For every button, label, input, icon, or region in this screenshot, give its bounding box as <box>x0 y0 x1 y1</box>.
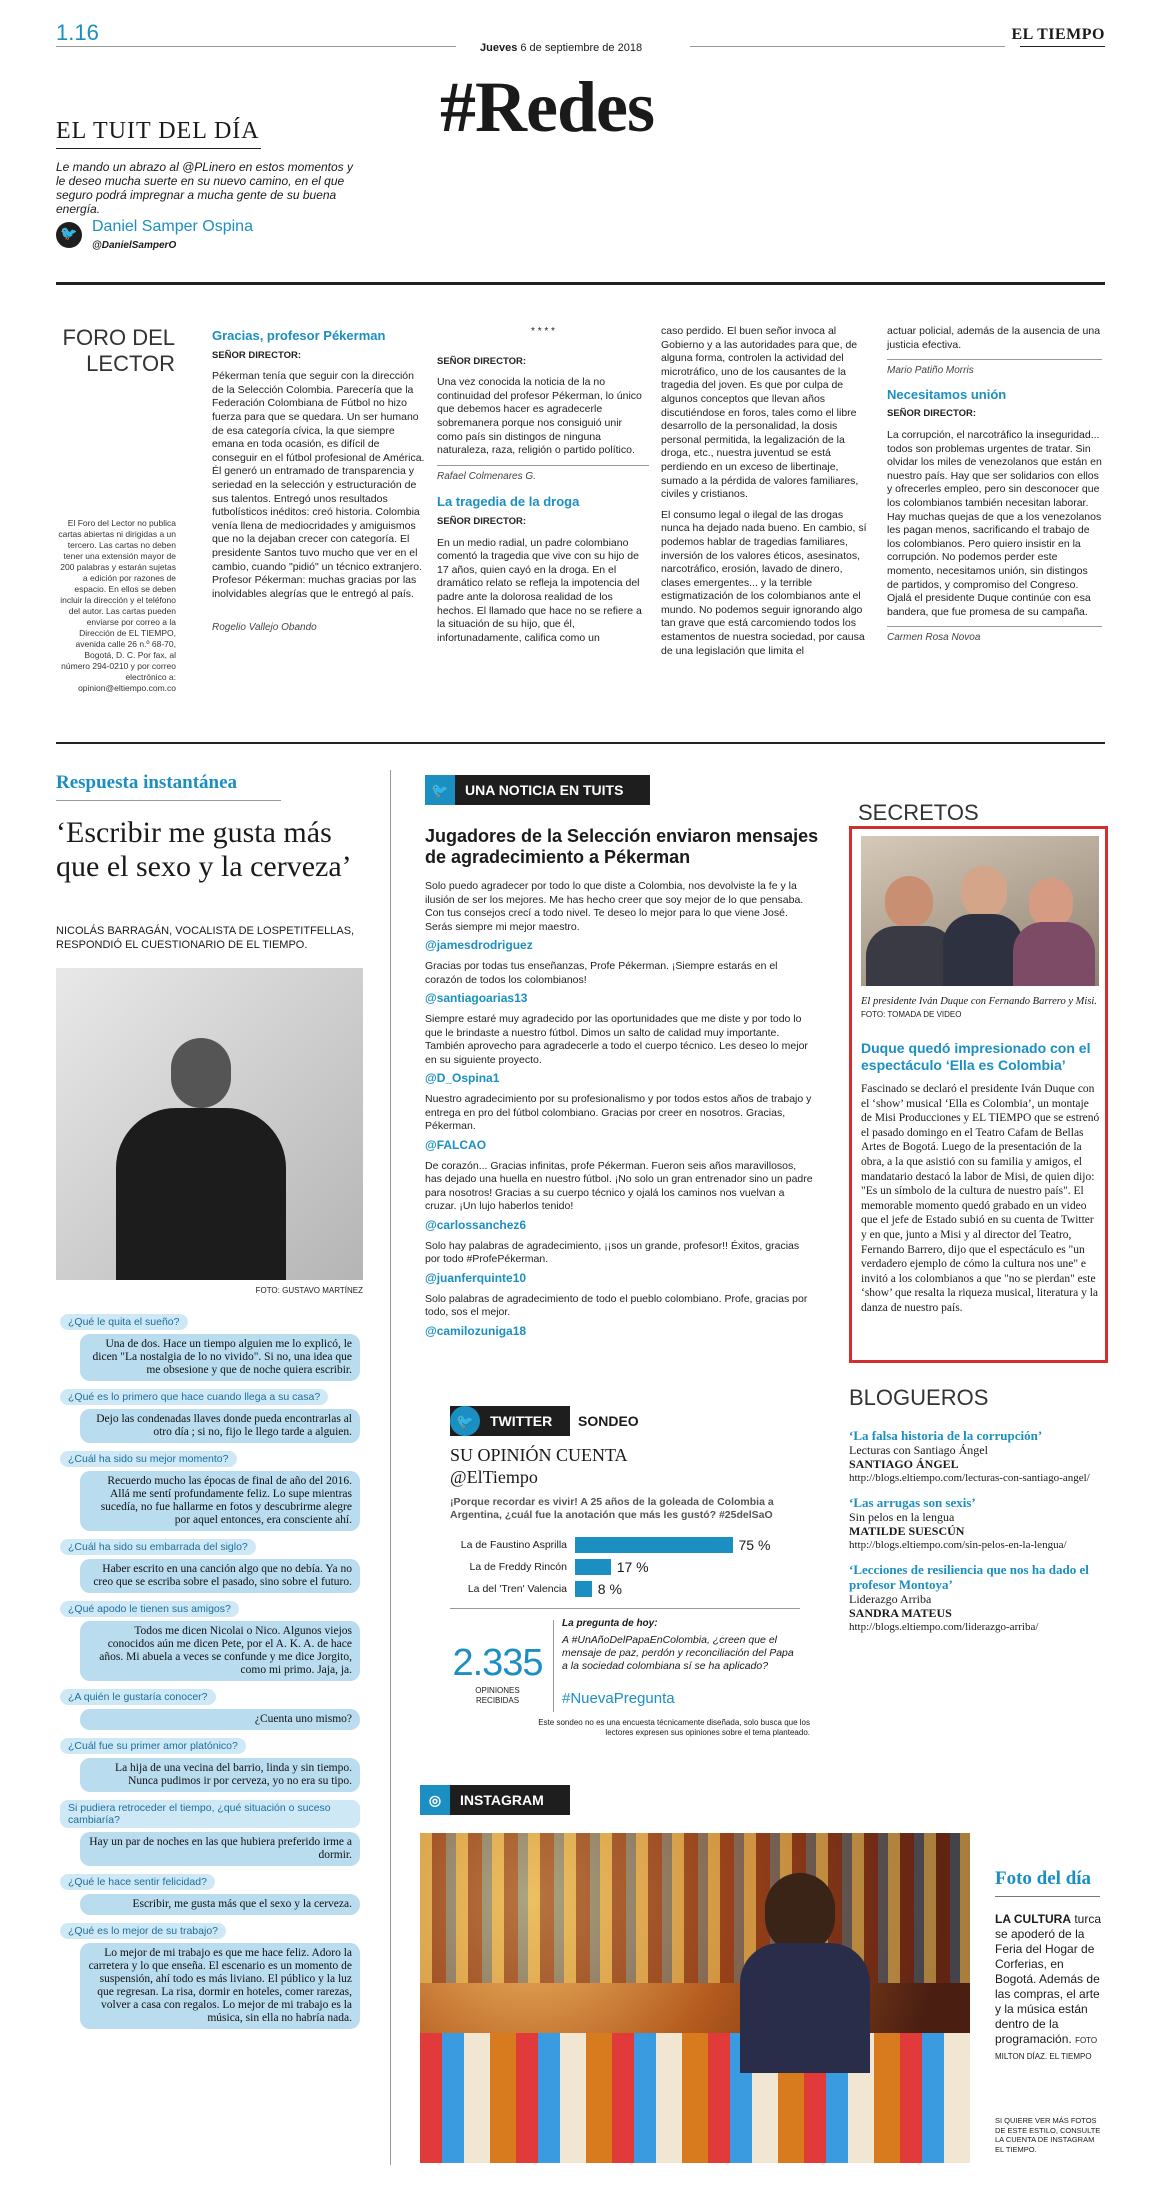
tweet-text: Siempre estaré muy agradecido por las oportunidades que me diste y por todo lo que le brindaste a nuestro fútbol. Dimos un salto de calidad muy importante. También aprovecho para agradecerle a todo el cuerpo técnico. Les deseo lo mejor en su siguiente proyecto. <box>425 1013 808 1066</box>
twitter-icon: 🐦 <box>450 1406 480 1436</box>
tweet-handle[interactable]: @camilozuniga18 <box>425 1323 527 1338</box>
foro-headline-1: Gracias, profesor Pékerman <box>212 328 386 343</box>
sondeo-question: ¡Porque recordar es vivir! A 25 años de la goleada de Colombia a Argentina, ¿cuál fue la anotación que más les gustó? #25delSaO <box>450 1496 774 1521</box>
foro-title: FORO DEL LECTOR <box>62 325 175 376</box>
twitter-icon: 🐦 <box>56 222 82 248</box>
chart-bar <box>575 1581 592 1597</box>
qa-question: ¿Qué le hace sentir felicidad? <box>60 1874 215 1890</box>
chart-category-label: La de Freddy Rincón <box>469 1561 567 1573</box>
portrait-photo <box>56 968 363 1280</box>
qa-question: ¿Cuál ha sido su mejor momento? <box>60 1451 237 1467</box>
tweet-handle[interactable]: @santiagoarias13 <box>425 991 528 1005</box>
section-title: #Redes <box>440 67 654 147</box>
respuesta-title: ‘Escribir me gusta más que el sexo y la cerveza’ <box>56 816 352 883</box>
sondeo-tag: 🐦 TWITTER <box>450 1406 570 1436</box>
respuesta-deck: NICOLÁS BARRAGÁN, VOCALISTA DE LOSPETITFELLAS, RESPONDIÓ EL CUESTIONARIO DE EL TIEMPO. <box>56 925 355 951</box>
blog-url[interactable]: http://blogs.eltiempo.com/sin-pelos-en-la-lengua/ <box>849 1539 1067 1551</box>
chart-category-label: La de Faustino Asprilla <box>460 1539 567 1551</box>
blogueros-label: BLOGUEROS <box>849 1385 989 1410</box>
secretos-label: SECRETOS <box>858 800 979 825</box>
tweet-handle[interactable]: @jamesdrodriguez <box>425 938 533 952</box>
noticia-tag: 🐦 UNA NOTICIA EN TUITS <box>425 775 650 805</box>
qa-question: ¿Qué le quita el sueño? <box>60 1314 188 1330</box>
tuit-author[interactable]: Daniel Samper Ospina <box>92 218 253 235</box>
instagram-icon: ◎ <box>420 1785 450 1815</box>
qa-question: ¿A quién le gustaría conocer? <box>60 1689 216 1705</box>
foro-col1: Gracias, profesor Pékerman SEÑOR DIRECTOR: Pékerman tenía que seguir con la dirección de la Selección Colombia. Parecería que la Federación Colombiana de Fútbol no hizo fuerza para que se quedara. Un ser humano de esa categoría cívica, la que siempre emana en toda ocasión, es difícil de conseguir en el fútbol profesional de América. Él generó un entramado de transparencia y seriedad en la selección y estructuración de sus talentos. Entregó unos resultados futbolísticos inéditos: creó historia. Colombia venía llena de mediocridades y amiguismos que no la dejaban crecer con categoría. El presidente Santos tuvo mucho que ver en el cambio, cuando "pidió" un técnico extranjero. Profesor Pékerman: muchas gracias por las inolvidables alegrías que le entregó al país. Rogelio Vallejo Obando <box>212 328 425 634</box>
tweet-text: Solo hay palabras de agradecimiento, ¡¡sos un grande, profesor!! Éxitos, gracias por todo #ProfePékerman. <box>425 1239 800 1265</box>
qa-question: ¿Qué es lo primero que hace cuando llega a su casa? <box>60 1389 328 1405</box>
secretos-body: Fascinado se declaró el presidente Iván Duque con el ‘show’ musical ‘Ella es Colombia’, un montaje de Misi Producciones y EL TIEMPO que se estrenó el pasado domingo en el Teatro Cafam de Bellas Artes de Bogotá. Luego de la presentación de la obra, a la que asistió con su familia y amigos, el mandatario destacó la labor de Misi, de quien dijo: "Es un símbolo de la cultura de nuestro país". El memorable momento quedó grabado en un video que el jefe de Estado subió en su cuenta de Twitter y en que, junto a Misi y al director del Teatro, Fernando Barrero, dijo que el espectáculo es "un verdadero ejemplo de cómo la cultura nos une" e invitó a los colombianos a que "no se pierdan" este ‘show’ que resalta la riqueza musical, literatura y la danza de nuestro país. <box>861 1083 1100 1314</box>
blog-blog: Sin pelos en la lengua <box>849 1510 955 1524</box>
chart-value-label: 8 % <box>597 1581 622 1597</box>
secretos-caption: El presidente Iván Duque con Fernando Barrero y Misi. FOTO: TOMADA DE VIDEO <box>861 996 1097 1019</box>
chart-row <box>450 1556 800 1578</box>
qa-answer: ¿Cuenta uno mismo? <box>80 1709 360 1730</box>
foro-headline-2: La tragedia de la droga <box>437 494 580 510</box>
foro-col4: actuar policial, además de la ausencia de una justicia efectiva. Mario Patiño Morris Necesitamos unión SEÑOR DIRECTOR: La corrupción, el narcotráfico la inseguridad... todos son problemas urgentes de tratar. Sin olvidar los miles de venezolanos que están en nuestro país. Hay que ser solidarios con ellos y ofrecerles empleo, pero sin desconocer que los colombianos también necesitan laborar. Hay muchas quejas de que a los venezolanos les pagan menos, sacrificando el trabajo de los colombianos. Pero quiero insistir en la corrupción. No podemos perder este momento, necesitamos unión, sin distingos de partidos, y compromiso del Congreso. Ojalá el presidente Duque continúe con esa bandera, que fue promesa de su campaña. Carmen Rosa Novoa <box>887 325 1102 644</box>
qa-answer: Dejo las condenadas llaves donde pueda encontrarlas al otro día ; si no, fijo le llego tarde a alguien. <box>80 1409 360 1443</box>
tweet-handle[interactable]: @D_Ospina1 <box>425 1071 500 1085</box>
tuit-label: EL TUIT DEL DÍA <box>56 118 260 144</box>
qa-answer: La hija de una vecina del barrio, linda y sin tiempo. Nunca pudimos ir por cerveza, yo no era su tipo. <box>80 1758 360 1792</box>
qa-answer: Recuerdo mucho las épocas de final de año del 2016. Allá me sentí profundamente feliz. Lo supe mientras sucedía, no fue hallarme en fotos y descubrirme alegre por aquel entonces, era consciente ahí. <box>80 1471 360 1531</box>
blog-item <box>849 1428 1109 1485</box>
qa-answer: Haber escrito en una canción algo que no debía. Ya no creo que se escriba sobre el pasado, sino sobre el futuro. <box>80 1559 360 1593</box>
tuit-handle: @DanielSamperO <box>92 240 177 251</box>
tweet-handle[interactable]: @juanferquinte10 <box>425 1270 527 1285</box>
twitter-icon: 🐦 <box>425 775 455 805</box>
foto-dia-label: Foto del día <box>995 1868 1092 1889</box>
blog-url[interactable]: http://blogs.eltiempo.com/liderazgo-arriba/ <box>849 1621 1039 1633</box>
blog-url[interactable]: http://blogs.eltiempo.com/lecturas-con-santiago-angel/ <box>849 1472 1090 1484</box>
page-number: 1.16 <box>56 20 99 45</box>
qa-question: ¿Cuál ha sido su embarrada del siglo? <box>60 1539 256 1555</box>
secretos-photo <box>861 836 1099 986</box>
blog-item <box>849 1562 1109 1634</box>
tuit-text: Le mando un abrazo al @PLinero en estos momentos y le deseo mucha suerte en su nuevo camino, en el que seguro podrá impregnar a mucha gente de su buena energía. <box>56 160 354 216</box>
chart-bar <box>575 1537 733 1553</box>
tweet-text: Gracias por todas tus enseñanzas, Profe Pékerman. ¡Siempre estarás en el corazón de todos los colombianos! <box>425 960 778 986</box>
chart-value-label: 75 % <box>738 1537 771 1553</box>
blog-title[interactable]: ‘Lecciones de resiliencia que nos ha dado el profesor Montoya’ <box>849 1562 1089 1592</box>
sondeo-total-label: OPINIONES RECIBIDAS <box>475 1686 520 1705</box>
tweet-text: De corazón... Gracias infinitas, profe Pékerman. Fueron seis años maravillosos, has dejado una huella en nuestro fútbol. ¡No solo un gran entrenador sino un padre para nosotros! Gracias a su cuerpo técnico y ojalá los caminos nos vuelvan a cruzar. ¡Un lujo haberlos tenido! <box>425 1159 813 1212</box>
foro-col3: caso perdido. El buen señor invoca al Gobierno y a las autoridades para que, de alguna forma, controlen la actividad del microtráfico, uno de los causantes de la tragedia del joven. Es que por culpa de algunos conceptos que llevan años discutiéndose en foros, tales como el libre desarrollo de la personalidad, la dosis personal permitida, la legalización de la droga, etc., nuestra juventud se está perdiendo en un exceso de libertinaje, sumado a la pérdida de valores familiares, civiles y cristianos. El consumo legal o ilegal de las drogas nunca ha dejado nada bueno. En cambio, sí podemos hablar de tragedias familiares, inversión de los valores éticos, asesinatos, narcotráfico, erosión, lavado de dinero, clases emergentes... y la terrible estigmatización de los colombianos ante el mundo. No podemos seguir ignorando algo tan grave que está carcomiendo todos los estamentos de nuestra sociedad, por causa de una legislación que limita el <box>661 325 867 657</box>
qa-question: ¿Cuál fue su primer amor platónico? <box>60 1738 246 1754</box>
next-question: A #UnAñoDelPapaEnColombia, ¿creen que el mensaje de paz, perdón y reconciliación del Papa a la sociedad colombiana sí se ha aplicado? <box>562 1634 794 1672</box>
secretos-headline: Duque quedó impresionado con el espectáculo ‘Ella es Colombia’ <box>861 1040 1091 1073</box>
qa-answer: Todos me dicen Nicolai o Nico. Algunos viejos conocidos aún me dicen Pete, por el A. K. A. de hace años. Mi abuela a veces se confunde y me dice Jorgito, como mi primo. Jaja, ja. <box>80 1621 360 1681</box>
blog-title[interactable]: ‘La falsa historia de la corrupción’ <box>849 1428 1043 1443</box>
respuesta-label: Respuesta instantánea <box>56 772 238 793</box>
foro-col2: * * * * SEÑOR DIRECTOR: Una vez conocida la noticia de la no continuidad del profesor Pékerman, lo único que debemos hacer es agradecerle sobremanera porque nos consiguió unir como país sin distingos de ninguna naturaleza, raza, religión o partido político. Rafael Colmenares G. La tragedia de la droga SEÑOR DIRECTOR: En un medio radial, un padre colombiano comentó la tragedia que vive con su hijo de 17 años, quien cayó en la droga. En el dramático relato se refleja la impotencia del padre ante la dolorosa realidad de los hechos. El llamado que hace no se refiere a la situación de su hijo, que él, infortunadamente, califica como un <box>437 325 649 652</box>
foro-headline-4: Necesitamos unión <box>887 386 1007 402</box>
tweet-text: Solo palabras de agradecimiento de todo el pueblo colombiano. Profe, gracias por todo, sos el mejor. <box>425 1292 808 1318</box>
date-line: Jueves 6 de septiembre de 2018 <box>480 42 643 54</box>
brand-logo: EL TIEMPO <box>1011 26 1105 43</box>
sondeo-disclaimer: Este sondeo no es una encuesta técnicamente diseñada, solo busca que los lectores expresen sus opiniones sobre el tema planteado. <box>538 1718 810 1737</box>
sondeo-account: @ElTiempo <box>450 1467 538 1487</box>
sondeo-tag2: SONDEO <box>578 1413 639 1429</box>
sondeo-chart <box>450 1534 800 1600</box>
tweet-list <box>425 880 815 1346</box>
noticia-headline: Jugadores de la Selección enviaron mensajes de agradecimiento a Pékerman <box>425 826 819 867</box>
foro-note: El Foro del Lector no publica cartas abiertas ni dirigidas a un tercero. Las cartas no deben tener una extensión mayor de 200 palabras y estarán sujetas a edición por razones de espacio. En ellos se deben incluir la dirección y el teléfono del autor. Las cartas pueden enviarse por correo a la Dirección de EL TIEMPO, avenida calle 26 n.º 68-70, Bogotá, D. C. Por fax, al número 294-0210 y por correo electrónico a: opinion@eltiempo.com.co <box>58 518 176 693</box>
instagram-tag: ◎ INSTAGRAM <box>420 1785 570 1815</box>
blog-item <box>849 1495 1109 1552</box>
chart-category-label: La del 'Tren' Valencia <box>467 1583 567 1595</box>
qa-question: ¿Qué apodo le tienen sus amigos? <box>60 1601 239 1617</box>
instagram-photo <box>420 1833 970 2163</box>
sondeo-title: SU OPINIÓN CUENTA <box>450 1445 628 1465</box>
tweet-handle[interactable]: @FALCAO <box>425 1137 487 1152</box>
tweet-text: Nuestro agradecimiento por su profesionalismo y por todos estos años de trabajo y entrega en pro del fútbol colombiano. Gracias por creer en nosotros. Gracias, Pékerman. <box>425 1093 812 1132</box>
photo-credit: FOTO: GUSTAVO MARTÍNEZ <box>255 1286 363 1295</box>
qa-answer: Escribir, me gusta más que el sexo y la cerveza. <box>80 1894 360 1915</box>
next-hashtag[interactable]: #NuevaPregunta <box>562 1690 675 1707</box>
qa-answer: Hay un par de noches en las que hubiera preferido irme a dormir. <box>80 1832 360 1866</box>
blog-list <box>849 1428 1109 1644</box>
qa-answer: Lo mejor de mi trabajo es que me hace feliz. Adoro la carretera y lo que enseña. El escenario es un momento de suspensión, ahí todo es más liviano. El público y la luz que regresan. La risa, dormir en hoteles, comer rarezas, volver a casa con regalos. Lo mejor de mi trabajo es la música, sin ella no habría nada. <box>80 1943 360 2029</box>
blog-author: SANTIAGO ÁNGEL <box>849 1457 959 1471</box>
chart-value-label: 17 % <box>616 1559 649 1575</box>
chart-bar <box>575 1559 611 1575</box>
qa-question: Si pudiera retroceder el tiempo, ¿qué situación o suceso cambiaría? <box>60 1800 360 1828</box>
blog-title[interactable]: ‘Las arrugas son sexis’ <box>849 1495 976 1510</box>
chart-row <box>450 1534 800 1556</box>
foto-dia-text: LA CULTURA turca se apoderó de la Feria del Hogar de Corferias, en Bogotá. Además de las compras, el arte y la música están dentro de la programación. FOTO MILTON DÍAZ. EL TIEMPO <box>995 1912 1102 2061</box>
blog-author: SANDRA MATEUS <box>849 1606 952 1620</box>
blog-blog: Lecturas con Santiago Ángel <box>849 1443 988 1457</box>
sondeo-total: 2.335 <box>452 1642 543 1684</box>
blog-blog: Liderazgo Arriba <box>849 1592 932 1606</box>
next-label: La pregunta de hoy: <box>562 1618 658 1629</box>
tweet-handle[interactable]: @carlossanchez6 <box>425 1217 527 1232</box>
qa-chat <box>60 1310 360 2033</box>
blog-author: MATILDE SUESCÚN <box>849 1524 965 1538</box>
qa-answer: Una de dos. Hace un tiempo alguien me lo explicó, le dicen "La nostalgia de lo no vivido". Si no, una idea que me obsesione y que de noche quiera escribir. <box>80 1334 360 1381</box>
chart-row <box>450 1578 800 1600</box>
qa-question: ¿Qué es lo mejor de su trabajo? <box>60 1923 226 1939</box>
tweet-text: Solo puedo agradecer por todo lo que diste a Colombia, nos devolviste la fe y la ilusión de ser los mejores. Me has hecho creer que soy mejor de lo que pensaba. Con tus consejos crecí a todo nivel. Te deseo lo mejor para lo que viene José. Serás siempre mi mejor maestro. <box>425 880 804 933</box>
instagram-footer: SI QUIERE VER MÁS FOTOS DE ESTE ESTILO, CONSULTE LA CUENTA DE INSTAGRAM EL TIEMPO. <box>995 2116 1101 2154</box>
